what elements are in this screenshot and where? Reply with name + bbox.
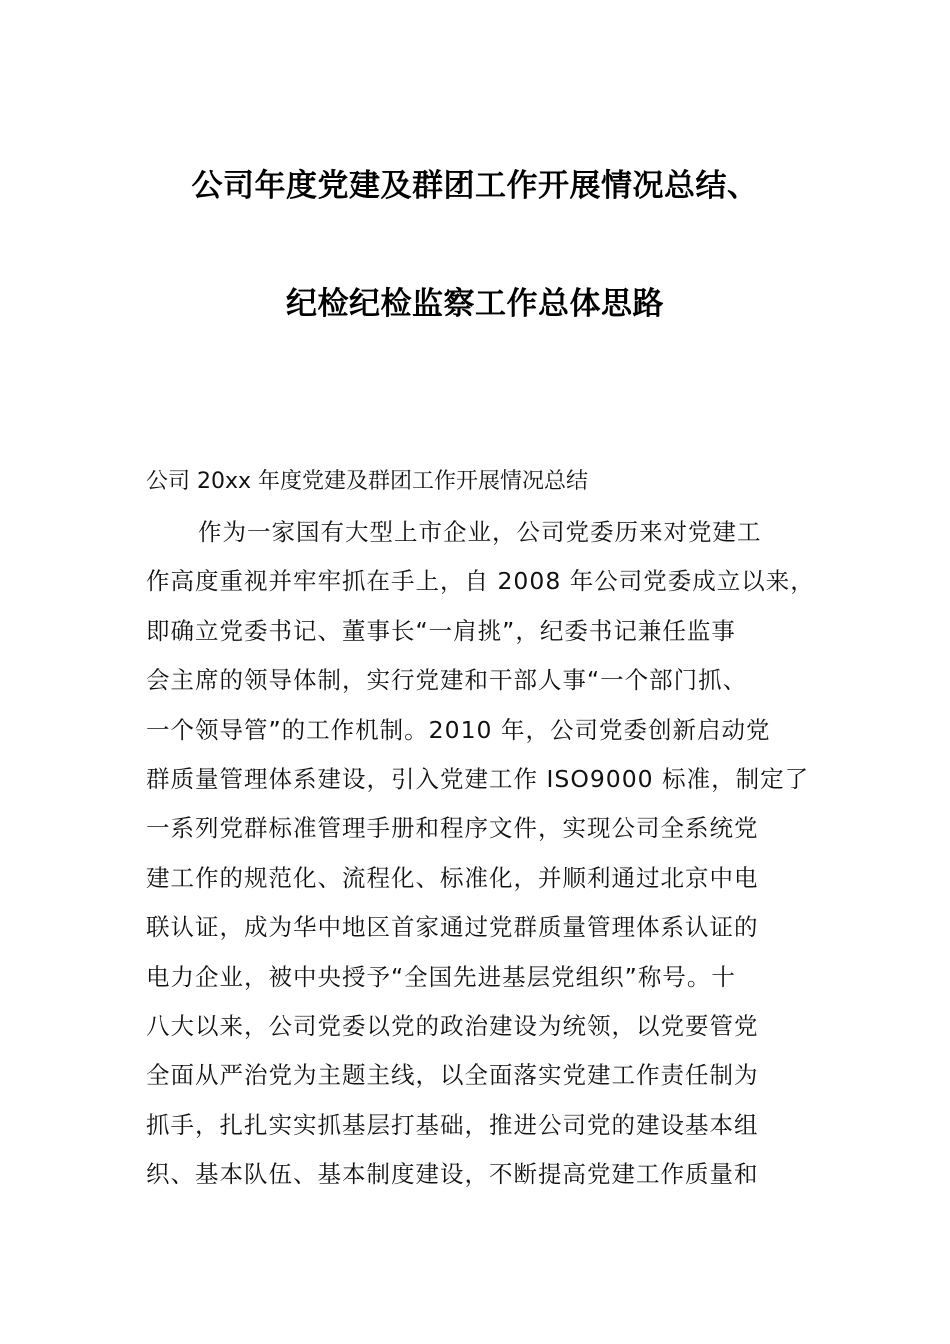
paragraph-line: 抓手，扎扎实实抓基层打基础，推进公司党的建设基本组 [146,1110,759,1139]
paragraph-line: 作高度重视并牢牢抓在手上，自 2008 年公司党委成立以来， [146,567,815,596]
body-paragraph [146,512,836,1203]
paragraph-line: 八大以来，公司党委以党的政治建设为统领，以党要管党 [146,1011,759,1040]
paragraph-line: 即确立党委书记、董事长“一肩挑”，纪委书记兼任监事 [146,616,736,645]
document-title-line-1: 公司年度党建及群团工作开展情况总结、 [191,168,759,204]
document-title-line-2: 纪检纪检监察工作总体思路 [286,286,664,322]
paragraph-line: 一个领导管”的工作机制。2010 年，公司党委创新启动党 [146,715,771,744]
section-heading: 公司 20xx 年度党建及群团工作开展情况总结 [146,469,589,494]
paragraph-line: 作为一家国有大型上市企业，公司党委历来对党建工 [198,518,762,546]
paragraph-line: 建工作的规范化、流程化、标准化，并顺利通过北京中电 [146,863,759,892]
paragraph-line: 一系列党群标准管理手册和程序文件，实现公司全系统党 [146,814,759,843]
paragraph-line: 电力企业，被中央授予“全国先进基层党组织”称号。十 [146,962,736,991]
paragraph-line: 织、基本队伍、基本制度建设，不断提高党建工作质量和 [146,1160,759,1189]
paragraph-line: 会主席的领导体制，实行党建和干部人事“一个部门抓、 [146,666,748,695]
paragraph-line: 全面从严治党为主题主线，以全面落实党建工作责任制为 [146,1061,759,1090]
paragraph-line: 群质量管理体系建设，引入党建工作 ISO9000 标准，制定了 [146,764,810,793]
paragraph-line: 联认证，成为华中地区首家通过党群质量管理体系认证的 [146,913,759,942]
